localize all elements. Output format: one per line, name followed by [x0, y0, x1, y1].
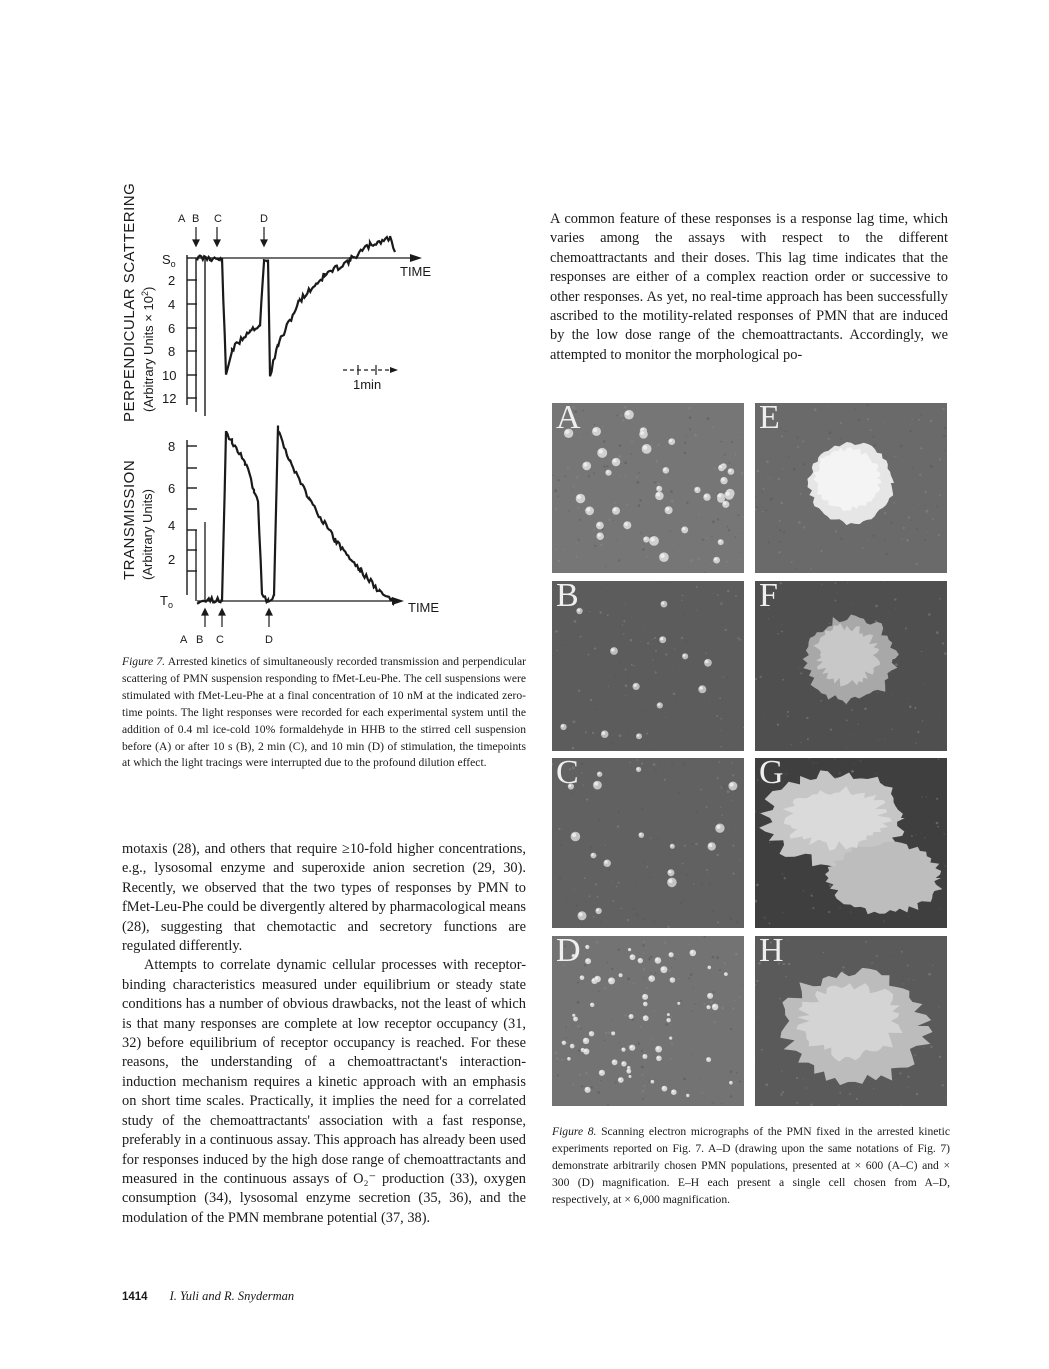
- figure-7-chart: [110, 182, 440, 650]
- plate-letter: E: [759, 403, 780, 436]
- bottom-marker-label: A: [180, 634, 188, 646]
- bottom-axis-subtitle: (Arbitrary Units): [140, 488, 155, 580]
- bottom-tick-label: 2: [168, 552, 176, 567]
- micrograph-plate-h: [755, 936, 947, 1106]
- figure-8-caption-label: Figure 8.: [552, 1125, 597, 1138]
- top-marker-label: D: [260, 213, 268, 225]
- body-paragraph: Attempts to correlate dynamic cellular processes with receptor-binding characteristics measured under equilibrium or steady state conditions has a number of obvious drawbacks, not the least of which is that many responses are complete at low receptor occupancy (31, 32) before equilibrium of receptor occupancy is reached. For these reasons, the understanding of a chemoattractant's interaction-induction mechanism requires a kinetic approach with an emphasis on short time scales. Practically, it implies the need for a correlated study of the chemoattractants' association with a fast response, preferably in a continuous assay. This approach has already been used for responses induced by the high dose range of chemoattractants and measured in the continuous assays of O₂⁻ production (33), oxygen consumption (34), lysosomal enzyme secretion (35, 36), and the modulation of the PMN membrane potential (37, 38).: [122, 957, 526, 1226]
- top-tick-label: 12: [162, 391, 177, 406]
- top-tick-label: 8: [168, 344, 176, 359]
- plate-letter: A: [556, 403, 581, 436]
- left-column-body: [122, 840, 526, 1228]
- figure-7-caption-label: Figure 7.: [122, 655, 166, 668]
- top-marker-label: B: [192, 213, 200, 225]
- bottom-marker-label: B: [196, 634, 204, 646]
- bottom-tick-label: 8: [168, 439, 176, 454]
- micrograph-plate-e: [755, 403, 947, 573]
- top-tick-label: 4: [168, 297, 176, 312]
- plate-letter: G: [759, 758, 784, 791]
- scattering-trace: [197, 236, 395, 376]
- page-footer: [122, 1287, 294, 1305]
- micrograph-plate-d: [552, 936, 744, 1106]
- bottom-marker-label: D: [265, 634, 273, 646]
- bottom-time-label: TIME: [408, 600, 440, 615]
- figure-7-caption-text: Arrested kinetics of simultaneously recorded transmission and perpendicular scattering of PMN suspension responding to fMet-Leu-Phe. The cell suspensions were stimulated with fMet-Leu-Phe at a final concentration of 10 nM at the indicated zero-time points. The light responses were recorded for each experimental system until the addition of 0.4 ml ice-cold 10% formaldehyde in HHB to the stirred cell suspension before (A) or after 10 s (B), 2 min (C), and 10 min (D) of stimulation, the timepoints at which the light tracings were interrupted due to the profound dilution effect.: [122, 655, 527, 770]
- running-authors: I. Yuli and R. Snyderman: [169, 1289, 295, 1303]
- top-axis-subtitle: (Arbitrary Units × $10^2$): [140, 286, 156, 412]
- bottom-axis-title: TRANSMISSION: [121, 459, 138, 580]
- plate-letter: B: [556, 581, 579, 614]
- scale-bar-label: 1min: [353, 377, 382, 392]
- figure-7-caption: [122, 654, 526, 772]
- top-marker-label: C: [214, 213, 222, 225]
- page-number: 1414: [122, 1291, 148, 1303]
- micrograph-plate-g: [755, 758, 947, 928]
- body-paragraph: motaxis (28), and others that require ≥10-fold higher concentrations, e.g., lysosomal enzyme and superoxide anion secretion (29, 30). Recently, we observed that the two types of responses by PMN to fMet-Leu-Phe could be divergently altered by pharmacological means (28), suggesting that chemotactic and secretory functions are regulated differently.: [122, 841, 526, 955]
- micrograph-plate-b: [552, 581, 744, 751]
- top-tick-label: 2: [168, 273, 176, 288]
- micrograph-plate-a: [552, 403, 744, 573]
- transmission-trace: [197, 426, 395, 604]
- bottom-tick-label: 4: [168, 518, 176, 533]
- figure-8-caption: [552, 1124, 950, 1209]
- plate-letter: C: [556, 758, 579, 791]
- plate-letter: D: [556, 936, 581, 969]
- right-column-body: [550, 210, 948, 365]
- top-tick-label: 6: [168, 321, 176, 336]
- plate-letter: H: [759, 936, 784, 969]
- bottom-baseline-label: $T_o$: [160, 593, 173, 610]
- body-paragraph: A common feature of these responses is a response lag time, which varies among the assays with respect to the different chemoattractants and their doses. This lag time indicates that the responses are either of a complex reaction order or successive to other responses. As yet, no real-time approach has been successfully ascribed to the motility-related responses of PMN that are induced by the low dose range of the chemoattractants. Accordingly, we attempted to monitor the morphological po-: [550, 211, 948, 363]
- plate-letter: F: [759, 581, 778, 614]
- top-time-label: TIME: [400, 264, 432, 279]
- bottom-marker-label: C: [216, 634, 224, 646]
- top-marker-label: A: [178, 213, 186, 225]
- micrograph-plate-c: [552, 758, 744, 928]
- bottom-tick-label: 6: [168, 481, 176, 496]
- top-axis-title: PERPENDICULAR SCATTERING: [121, 182, 138, 422]
- top-baseline-label: $S_o$: [162, 252, 176, 269]
- micrograph-plate-f: [755, 581, 947, 751]
- figure-8-caption-text: Scanning electron micrographs of the PMN fixed in the arrested kinetic experiments reported on Fig. 7. A–D (drawing upon the same notations of Fig. 7) demonstrate arbitrarily chosen PMN populations, presented at × 600 (A–C) and × 300 (D) magnification. E–H each present a single cell chosen from A–D, respectively, at × 6,000 magnification.: [552, 1125, 950, 1206]
- top-tick-label: 10: [162, 368, 177, 383]
